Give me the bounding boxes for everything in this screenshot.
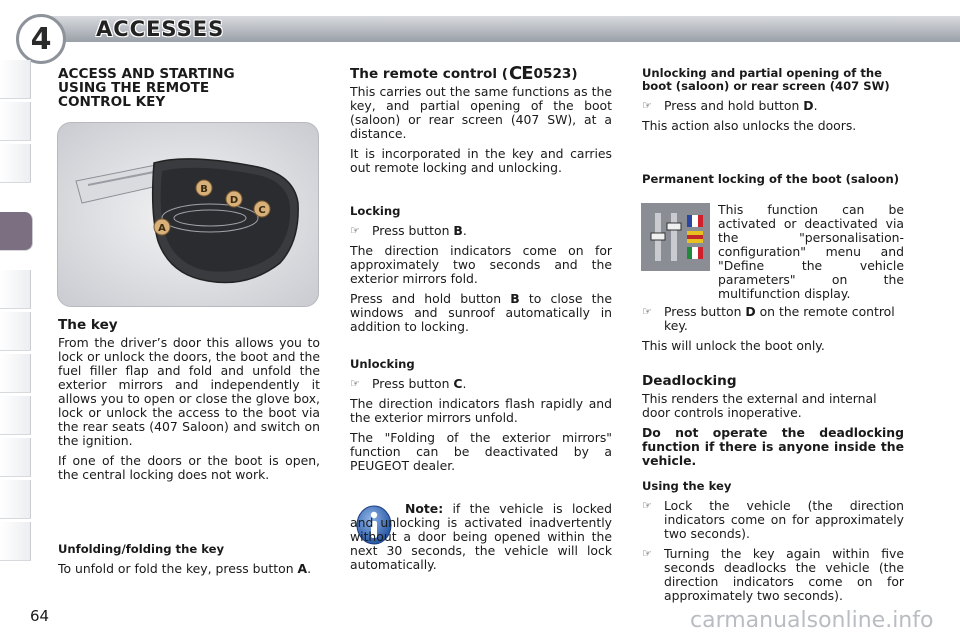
pointer-icon: ☞ [642,499,652,512]
chapter-tab[interactable] [0,60,31,99]
unlock-boot-paragraph: This action also unlocks the doors. [642,118,857,133]
column-left [58,67,320,109]
perm-lock-section [642,173,904,192]
unfold-section [58,543,320,582]
chapter-tab[interactable] [0,354,31,393]
pointer-icon: ☞ [642,305,652,318]
remote-title-post: 0523) [533,66,578,82]
button-ref-c: C [453,376,463,391]
key-label-d: D [229,195,239,206]
unfold-title: Unfolding/folding the key [58,542,225,556]
key-illustration [58,123,318,306]
unlock-boot-step [642,99,904,113]
chapter-tabs [0,60,34,580]
key-label-b: B [200,184,208,195]
using-key-title: Using the key [642,479,732,493]
note-paragraph [350,502,612,572]
page-number: 64 [30,607,50,625]
section-heading-line: USING THE REMOTE [58,80,210,96]
perm-lock-step-section [642,305,904,359]
deadlocking-paragraph: This renders the external and internal door controls inoperative. [642,391,877,420]
using-key-section [642,480,904,609]
section-heading-line: CONTROL KEY [58,94,166,110]
key-label-a: A [158,223,166,234]
chapter-tab[interactable] [0,102,31,141]
remote-paragraph: It is incorporated in the key and carries out remote locking and unlocking. [350,146,612,175]
remote-paragraph: This carries out the same functions as the key, and partial opening of the boot (saloon) or rear screen (407 SW), at a distance. [350,84,612,141]
chapter-tab[interactable] [0,144,31,183]
deadlocking-title: Deadlocking [642,373,737,389]
page-header [0,0,960,60]
unlocking-paragraph: The direction indicators flash rapidly and the exterior mirrors unfold. [350,396,612,425]
ce-mark: CE [509,63,533,84]
unlocking-step-pre: Press button [372,376,454,391]
perm-step-pre: Press button [664,304,746,319]
locking-step-pre: Press button [372,223,454,238]
pointer-icon: ☞ [350,377,360,390]
perm-step-post: on the remote control key. [664,304,895,333]
deadlocking-warning: Do not operate the deadlocking function if there is anyone inside the vehicle. [642,425,904,468]
perm-lock-title: Permanent locking of the boot (saloon) [642,172,900,186]
locking-section [350,205,612,340]
chapter-tab[interactable] [0,480,31,519]
remote-title-pre: The remote control ( [350,66,509,82]
unfold-text-pre: To unfold or fold the key, press button [58,561,298,576]
locking-paragraph: The direction indicators come on for approximately two seconds and the exterior mirrors fold. [350,243,612,286]
using-key-step-text: Lock the vehicle (the direction indicators come on for approximately two seconds). [664,498,904,541]
chapter-tab[interactable] [0,438,31,477]
chapter-title: ACCESSES [96,17,225,41]
locking-p2-post: to close the windows and sunroof automatically in addition to locking. [350,291,612,334]
unlock-boot-title: Unlocking and partial opening of the boot (saloon) or rear screen (407 SW) [642,66,890,93]
column-middle [350,63,612,181]
unlocking-section [350,358,612,479]
chapter-number: 4 [16,14,66,64]
button-ref-b: B [510,291,520,306]
key-photo [57,122,319,307]
section-heading-line: ACCESS AND STARTING [58,66,235,82]
using-key-step-text: Turning the key again within five seconds deadlocks the vehicle (the direction indicators come on for approximately two seconds). [664,546,904,603]
chapter-tab[interactable] [0,312,31,351]
chapter-tab[interactable] [0,396,31,435]
key-label-c: C [258,205,266,216]
unfold-text-end: . [307,561,312,576]
locking-title: Locking [350,204,401,218]
unlocking-step [350,377,612,391]
locking-step-end: . [462,223,467,238]
perm-lock-body [718,203,904,307]
unlock-boot-step-pre: Press and hold button [664,98,804,113]
unlocking-title: Unlocking [350,357,415,371]
remote-control-title [350,63,612,84]
unlocking-paragraph: The "Folding of the exterior mirrors" function can be deactivated by a PEUGEOT dealer. [350,430,612,473]
settings-icon [641,203,710,271]
using-key-step [642,547,904,603]
unfold-text [58,562,320,576]
perm-lock-step [642,305,904,333]
key-section [58,318,320,488]
pointer-icon: ☞ [642,547,652,560]
note-section [350,502,612,572]
button-ref-d: D [803,98,814,113]
unlock-boot-step-end: . [813,98,818,113]
perm-lock-text: This function can be activated or deactivated via the "personalisation-configuration" menu and "Define the vehicle parameters" on the multifunction display. [718,202,904,301]
pointer-icon: ☞ [642,99,652,112]
chapter-tab-active[interactable] [0,212,33,251]
chapter-tab[interactable] [0,270,31,309]
key-title: The key [58,317,118,333]
deadlocking-section [642,374,904,474]
locking-paragraph-2 [350,292,612,334]
locking-p2-pre: Press and hold button [350,291,511,306]
key-paragraph: If one of the doors or the boot is open, the central locking does not work. [58,453,320,482]
unlocking-step-end: . [462,376,467,391]
watermark: carmanualsonline.info [690,608,934,633]
key-paragraph: From the driver’s door this allows you to lock or unlock the doors, the boot and the fuel filler flap and fold and unfold the exterior mirrors and independently it allows you to open or close the glove box, lock or unlock the access to the boot via the rear seats (407 Saloon) and switch on the ignition. [58,335,320,448]
note-text: if the vehicle is locked and unlocking is activated inadvertently without a door being opened within the next 30 seconds, the vehicle will lock automatically. [350,501,612,572]
chapter-tab[interactable] [0,522,31,561]
using-key-step [642,499,904,541]
locking-step [350,224,612,238]
note-label: Note: [405,501,444,516]
column-right [642,67,904,139]
button-ref-a: A [297,561,308,576]
perm-lock-paragraph: This will unlock the boot only. [642,338,825,353]
button-ref-d: D [745,304,756,319]
button-ref-b: B [453,223,463,238]
section-heading [58,67,320,109]
pointer-icon: ☞ [350,224,360,237]
